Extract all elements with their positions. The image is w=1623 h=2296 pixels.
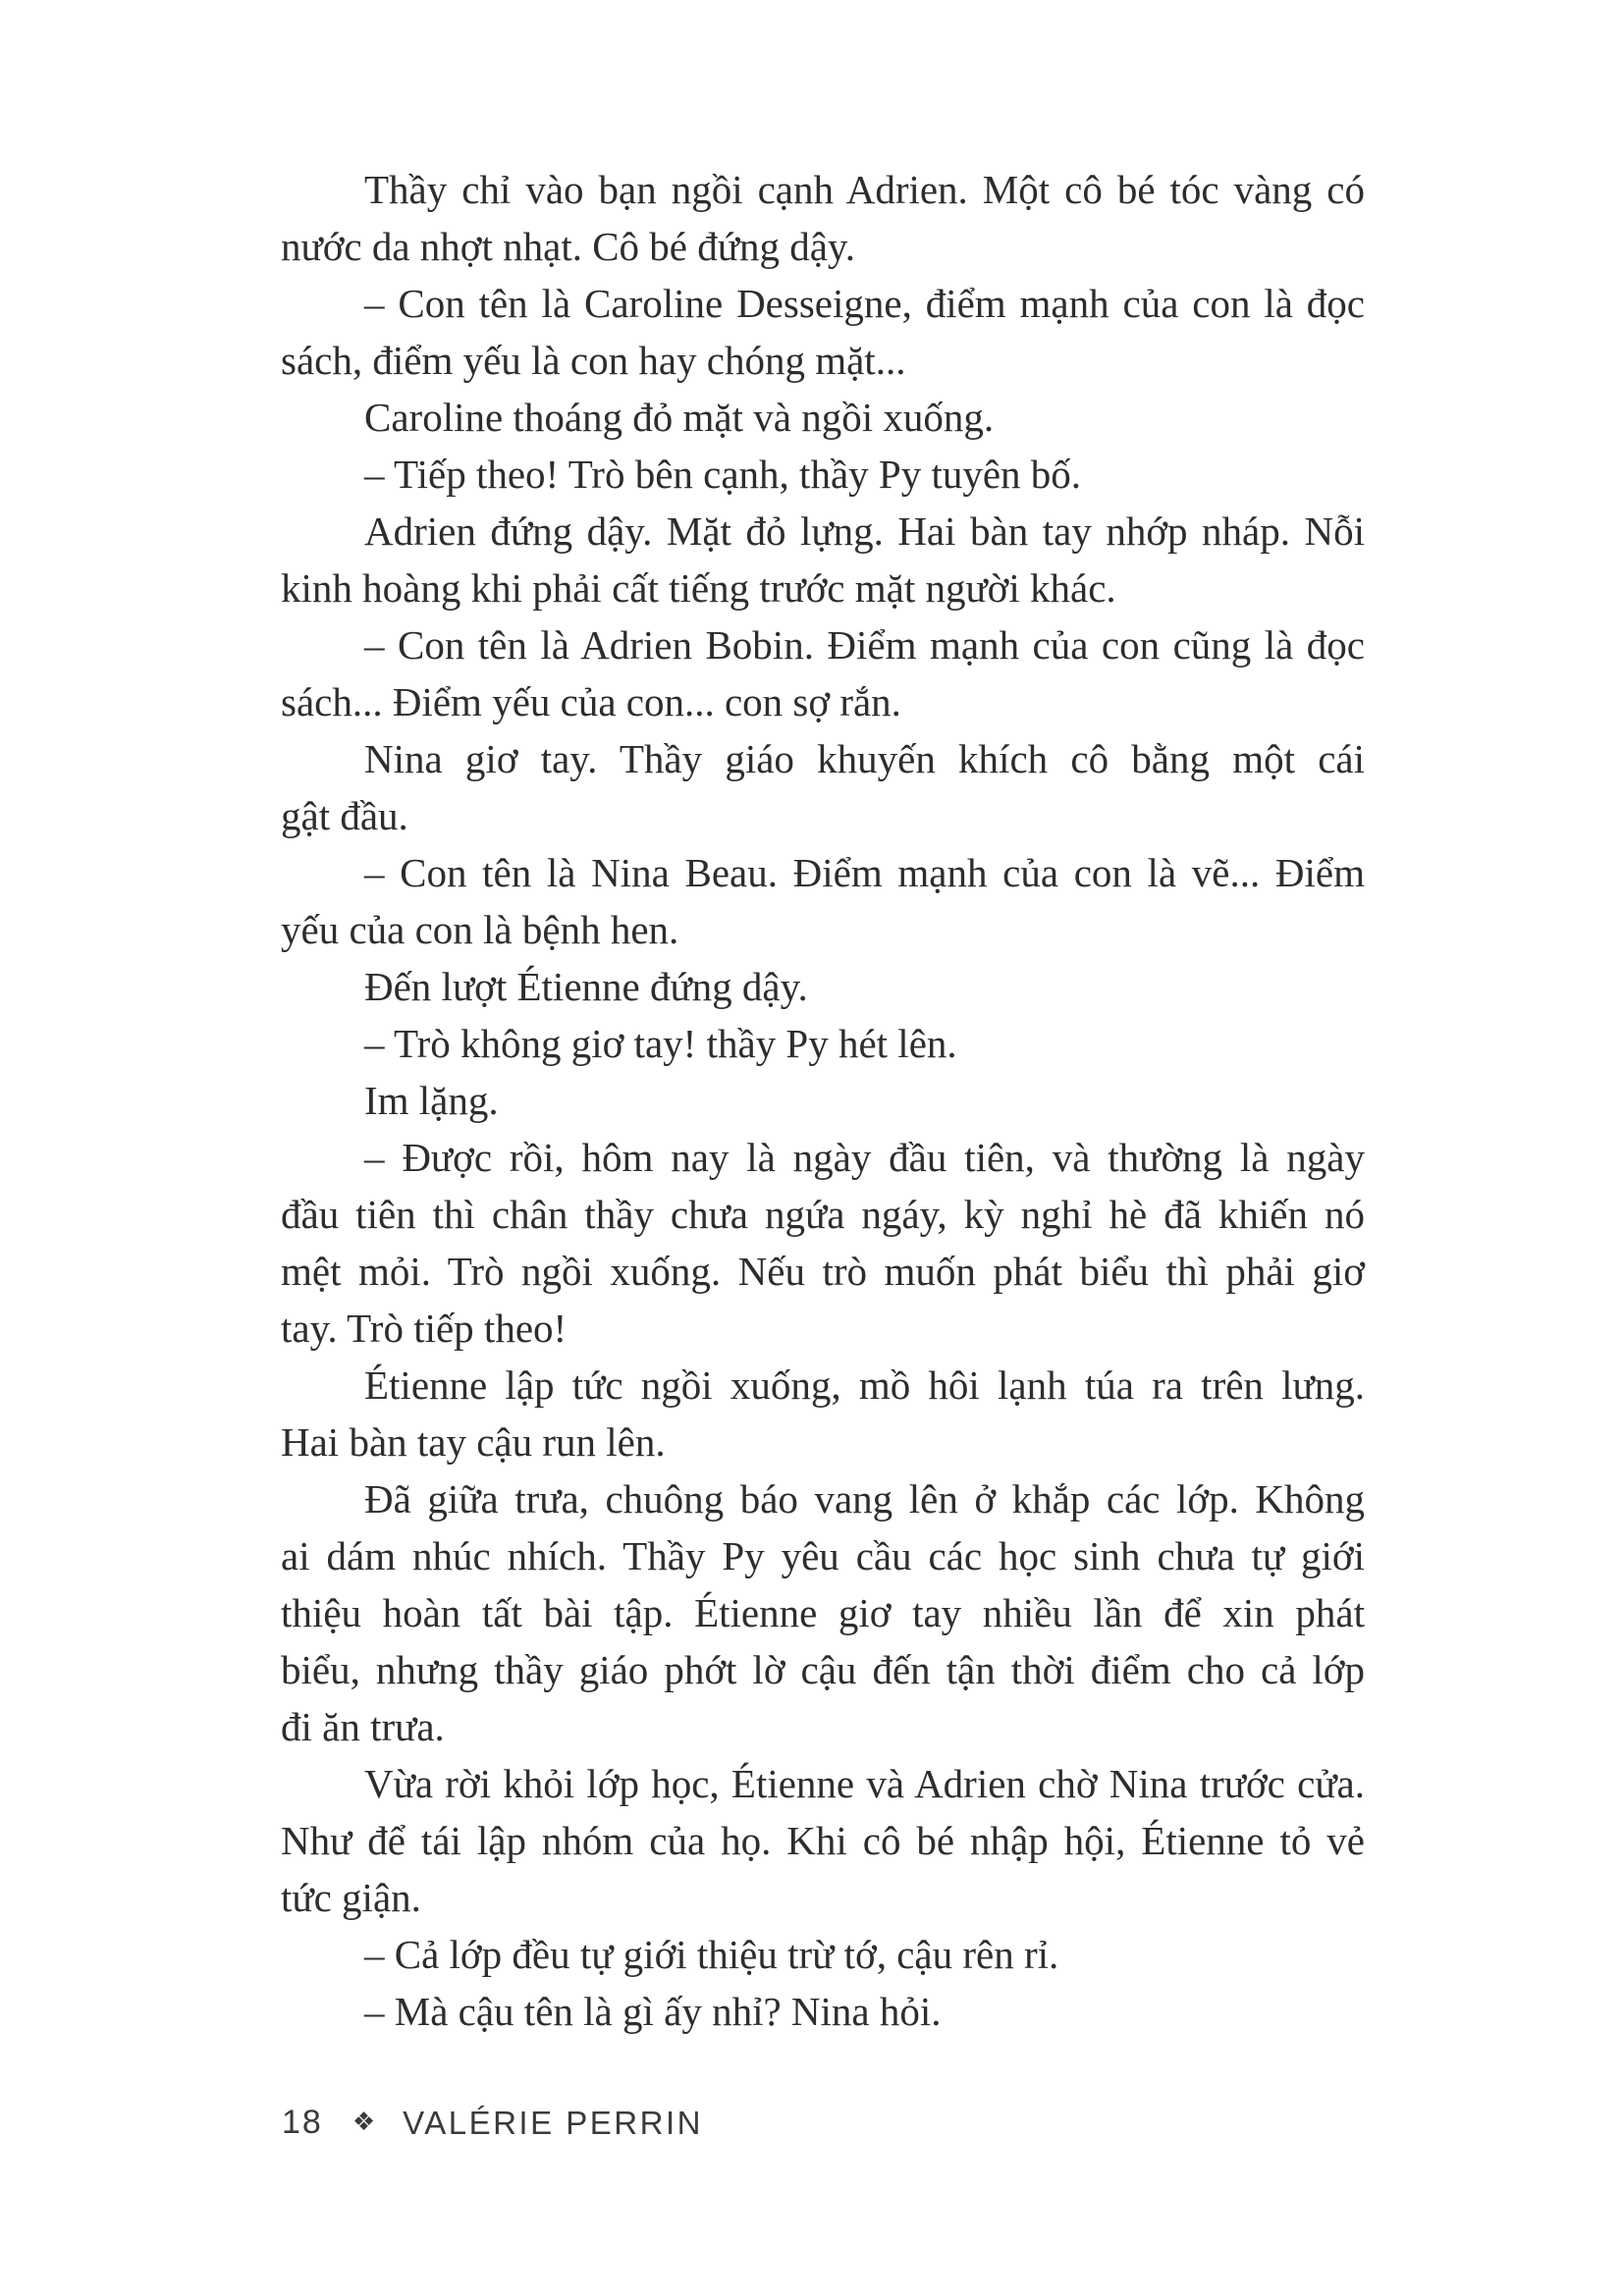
text-line: Như để tái lập nhóm của họ. Khi cô bé nhập hội, Étienne tỏ vẻ (281, 1818, 1365, 1863)
paragraph (281, 1983, 1365, 2040)
text-line: yếu của con là bệnh hen. (281, 907, 679, 952)
paragraph (281, 958, 1365, 1015)
text-line: thiệu hoàn tất bài tập. Étienne giơ tay nhiều lần để xin phát (281, 1590, 1365, 1635)
text-line: kinh hoàng khi phải cất tiếng trước mặt người khác. (281, 565, 1116, 611)
text-line: gật đầu. (281, 793, 408, 838)
page-footer (282, 2104, 703, 2142)
paragraph (281, 1357, 1365, 1470)
text-block (281, 161, 1365, 2040)
text-line: Hai bàn tay cậu run lên. (281, 1419, 666, 1465)
text-line: tức giận. (281, 1875, 421, 1920)
paragraph (281, 1755, 1365, 1926)
text-line: – Con tên là Caroline Desseigne, điểm mạnh của con là đọc (364, 281, 1365, 326)
text-line: biểu, nhưng thầy giáo phớt lờ cậu đến tận thời điểm cho cả lớp (281, 1647, 1365, 1692)
diamond-ornament-icon: ❖ (352, 2107, 376, 2136)
text-line: đầu tiên thì chân thầy chưa ngứa ngáy, kỳ nghỉ hè đã khiến nó (281, 1192, 1365, 1237)
text-line: Im lặng. (364, 1078, 499, 1123)
page-number: 18 (282, 2104, 323, 2141)
text-line: đi ăn trưa. (281, 1704, 445, 1749)
text-line: Nina giơ tay. Thầy giáo khuyến khích cô bằng một cái (364, 736, 1365, 781)
text-line: ai dám nhúc nhích. Thầy Py yêu cầu các học sinh chưa tự giới (281, 1533, 1365, 1578)
text-line: – Trò không giơ tay! thầy Py hét lên. (364, 1021, 957, 1066)
text-line: – Cả lớp đều tự giới thiệu trừ tớ, cậu rên rỉ. (364, 1932, 1059, 1977)
paragraph (281, 446, 1365, 503)
paragraph (281, 503, 1365, 616)
text-line: sách, điểm yếu là con hay chóng mặt... (281, 338, 906, 383)
paragraph (281, 1926, 1365, 1983)
paragraph (281, 616, 1365, 730)
paragraph (281, 389, 1365, 446)
text-line: – Con tên là Nina Beau. Điểm mạnh của con là vẽ... Điểm (364, 850, 1365, 895)
text-line: nước da nhợt nhạt. Cô bé đứng dậy. (281, 224, 856, 269)
text-line: sách... Điểm yếu của con... con sợ rắn. (281, 679, 901, 724)
text-line: Đã giữa trưa, chuông báo vang lên ở khắp các lớp. Không (364, 1476, 1365, 1522)
text-line: tay. Trò tiếp theo! (281, 1306, 568, 1351)
text-line: – Con tên là Adrien Bobin. Điểm mạnh của con cũng là đọc (364, 622, 1365, 667)
text-line: Vừa rời khỏi lớp học, Étienne và Adrien chờ Nina trước cửa. (364, 1761, 1365, 1806)
paragraph (281, 275, 1365, 389)
text-line: Thầy chỉ vào bạn ngồi cạnh Adrien. Một cô bé tóc vàng có (364, 167, 1365, 212)
text-line: – Được rồi, hôm nay là ngày đầu tiên, và thường là ngày (364, 1135, 1365, 1180)
text-line: – Tiếp theo! Trò bên cạnh, thầy Py tuyên bố. (364, 452, 1082, 497)
author-name: VALÉRIE PERRIN (403, 2104, 703, 2141)
paragraph (281, 1129, 1365, 1357)
text-line: – Mà cậu tên là gì ấy nhỉ? Nina hỏi. (364, 1989, 942, 2034)
text-line: Caroline thoáng đỏ mặt và ngồi xuống. (364, 395, 995, 440)
text-line: Étienne lập tức ngồi xuống, mồ hôi lạnh túa ra trên lưng. (364, 1362, 1365, 1408)
text-line: Đến lượt Étienne đứng dậy. (364, 964, 808, 1009)
paragraph (281, 844, 1365, 958)
text-line: mệt mỏi. Trò ngồi xuống. Nếu trò muốn phát biểu thì phải giơ (281, 1249, 1365, 1294)
paragraph (281, 730, 1365, 844)
paragraph (281, 161, 1365, 275)
paragraph (281, 1072, 1365, 1129)
text-line: Adrien đứng dậy. Mặt đỏ lựng. Hai bàn tay nhớp nháp. Nỗi (364, 508, 1365, 554)
paragraph (281, 1015, 1365, 1072)
paragraph (281, 1470, 1365, 1755)
